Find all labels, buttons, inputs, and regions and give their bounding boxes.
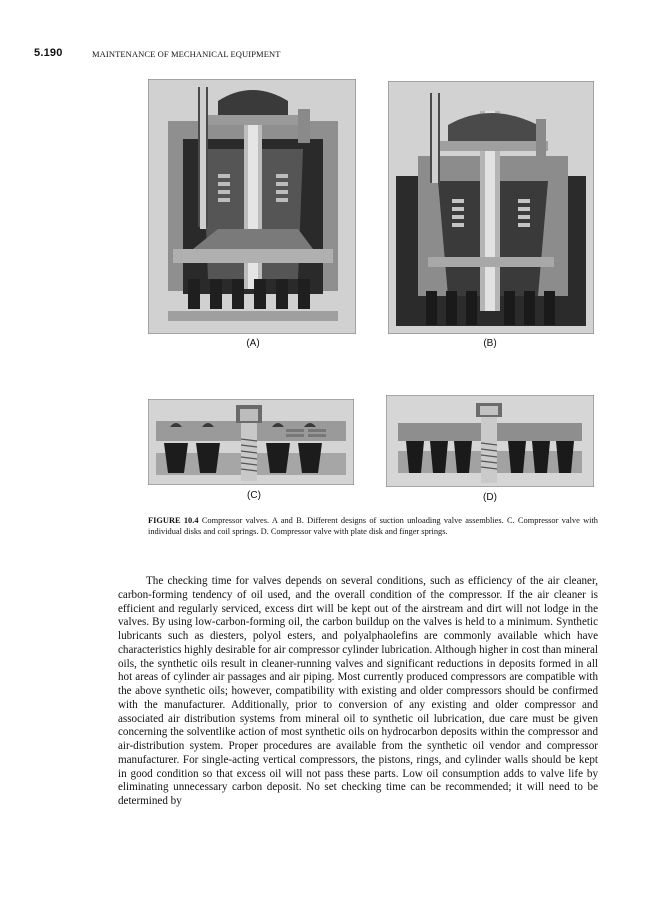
- compressor-valve-cross-section-photo-icon: [148, 399, 354, 485]
- page-header: [34, 47, 634, 61]
- figure-panel-a-photo: [148, 79, 356, 334]
- panel-label-a: (A): [246, 338, 260, 349]
- compressor-valve-cutaway-photo-icon: [148, 79, 356, 334]
- panel-label-b: (B): [483, 338, 497, 349]
- figure-caption-text: Compressor valves. A and B. Different designs of suction unloading valve assemblies. C. Compressor valve with individual disks and coil springs. D. Compressor valve with plate disk and finger springs.: [148, 516, 598, 536]
- panel-label-c: (C): [247, 490, 261, 501]
- figure-caption: [148, 515, 598, 537]
- compressor-valve-cross-section-photo-icon: [386, 395, 594, 487]
- compressor-valve-cutaway-photo-icon: [388, 81, 594, 334]
- figure-caption-label: FIGURE 10.4: [148, 516, 199, 525]
- running-title: MAINTENANCE OF MECHANICAL EQUIPMENT: [92, 48, 281, 59]
- figure-panel-c-photo: [148, 399, 354, 485]
- figure-panel-d-photo: [386, 395, 594, 487]
- figure-panel-b-photo: [388, 81, 594, 334]
- panel-label-d: (D): [483, 492, 497, 503]
- page-number: 5.190: [34, 47, 63, 59]
- body-paragraph: The checking time for valves depends on several conditions, such as efficiency of the air cleaner, carbon-forming tendency of oil used, and the overall condition of the compressor. If the air cleaner is efficient and regularly serviced, excess dirt will be kept out of the airstream and dirt will not lodge in the valves. By using low-carbon-forming oil, the carbon buildup on the valves is held to a minimum. Synthetic lubricants such as diesters, polyol esters, and polyalphaolefins are commonly available which have characteristics highly desirable for air compressor cylinder lubrication. Although higher in cost than mineral oils, the synthetic oils result in cleaner-running valves and significant reductions in deposits formed in all hot areas of cylinder air passages and air piping. Most currently produced compressors are compatible with the above synthetic oils; however, compatibility with existing and older compressors should be confirmed with the manufacturer. Additionally, prior to conversion of any existing and older compressor and associated air distribution systems from mineral oil to synthetic oil lubrication, due care must be given concerning the solventlike action of most synthetic oils on hydrocarbon deposits within the compressor and air-distribution system. Proper procedures are available from the synthetic oil vendor and compressor manufacturer. For single-acting vertical compressors, the pistons, rings, and cylinder walls should be kept in good condition so that excess oil will not pass these parts. Low oil consumption adds to valve life by eliminating unnecessary carbon deposit. No set checking time can be recommended; it will need to be determined by: [118, 575, 598, 807]
